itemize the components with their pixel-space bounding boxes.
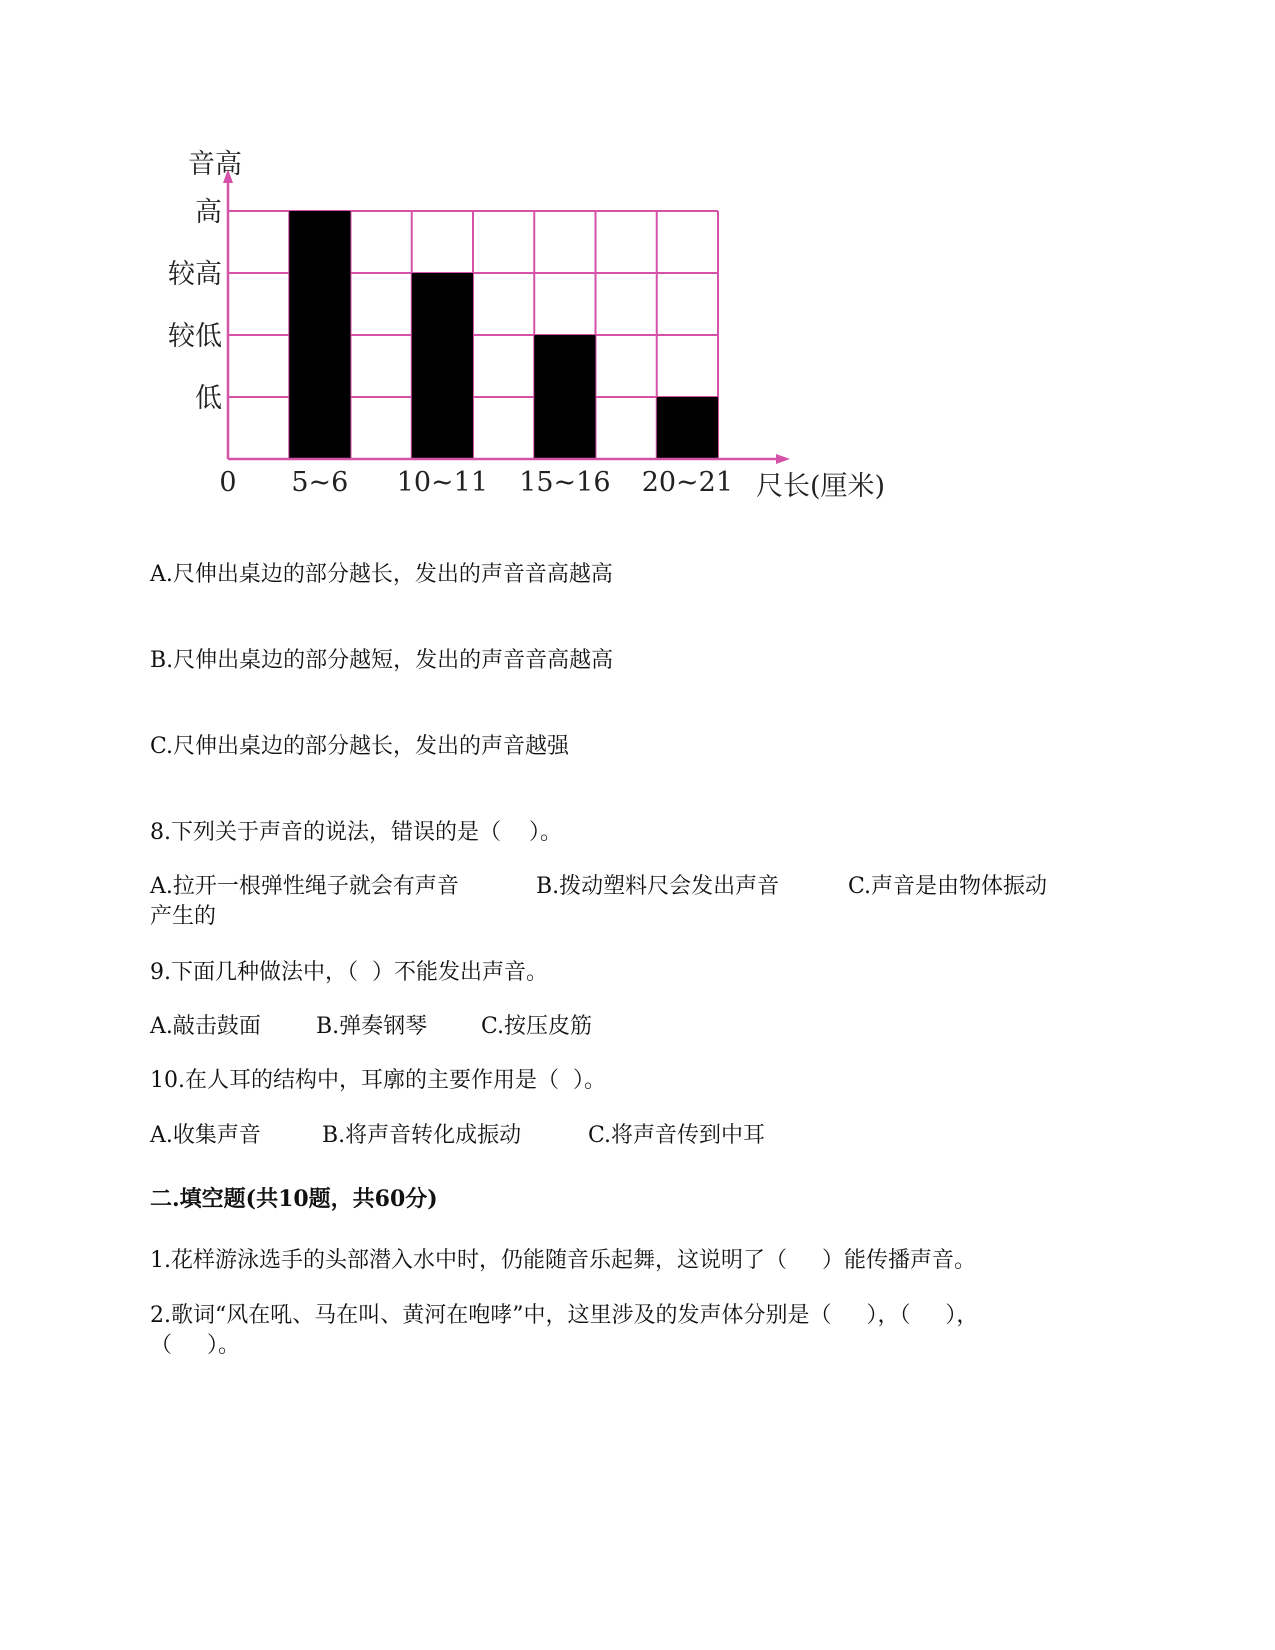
section-2-title: 二.填空题(共10题，共60分)	[150, 1186, 438, 1212]
q8-option-c: C.声音是由物体振动	[848, 874, 1048, 899]
q10-option-a: A.收集声音	[150, 1123, 261, 1148]
q8-option-b: B.拨动塑料尺会发出声音	[536, 874, 780, 899]
y-axis-title: 音高	[188, 149, 242, 180]
y-level-label: 较高	[168, 259, 222, 290]
q9-option-c: C.按压皮筋	[481, 1014, 593, 1039]
fill-q1: 1.花样游泳选手的头部潜入水中时，仍能随音乐起舞，这说明了（ ）能传播声音。	[150, 1248, 976, 1273]
q10-options-row	[150, 1121, 765, 1151]
fill-q2-line1: 2.歌词“风在吼、马在叫、黄河在咆哮”中，这里涉及的发声体分别是（ ），（ ），	[150, 1303, 979, 1328]
y-level-label: 较低	[168, 321, 222, 352]
q8-option-a: A.拉开一根弹性绳子就会有声音	[150, 874, 459, 899]
q8-stem: 8.下列关于声音的说法，错误的是（ ）。	[150, 820, 562, 845]
q9-options-row	[150, 1012, 592, 1042]
bar-5~6	[289, 211, 350, 459]
y-level-label: 低	[195, 383, 222, 414]
q9-option-a: A.敲击鼓面	[150, 1014, 261, 1039]
bar-20~21	[657, 397, 718, 459]
x-tick-label: 5~6	[291, 467, 349, 498]
x-tick-label: 10~11	[396, 467, 489, 498]
x-tick-label: 15~16	[519, 467, 611, 498]
x-axis-arrow	[776, 454, 790, 464]
fill-q2-line2: （ ）。	[150, 1333, 240, 1358]
q7-option-c: C.尺伸出桌边的部分越长，发出的声音越强	[150, 734, 570, 759]
q7-option-b: B.尺伸出桌边的部分越短，发出的声音音高越高	[150, 648, 614, 673]
q7-option-a: A.尺伸出桌边的部分越长，发出的声音音高越高	[150, 562, 613, 587]
x-tick-label: 0	[219, 467, 237, 498]
q10-stem: 10.在人耳的结构中，耳廓的主要作用是（ ）。	[150, 1068, 606, 1093]
q8-option-c-continued: 产生的	[150, 904, 217, 929]
x-axis-title: 尺长(厘米)	[756, 471, 886, 502]
pitch-bar-chart	[140, 135, 940, 535]
q9-stem: 9.下面几种做法中，（ ）不能发出声音。	[150, 960, 548, 985]
bar-10~11	[412, 273, 473, 459]
y-level-label: 高	[195, 197, 222, 228]
bar-15~16	[534, 335, 595, 459]
x-tick-label: 20~21	[641, 467, 734, 498]
q10-option-b: B.将声音转化成振动	[322, 1123, 522, 1148]
q9-option-b: B.弹奏钢琴	[316, 1014, 428, 1039]
q8-options-row	[150, 872, 1047, 902]
q10-option-c: C.将声音传到中耳	[588, 1123, 766, 1148]
